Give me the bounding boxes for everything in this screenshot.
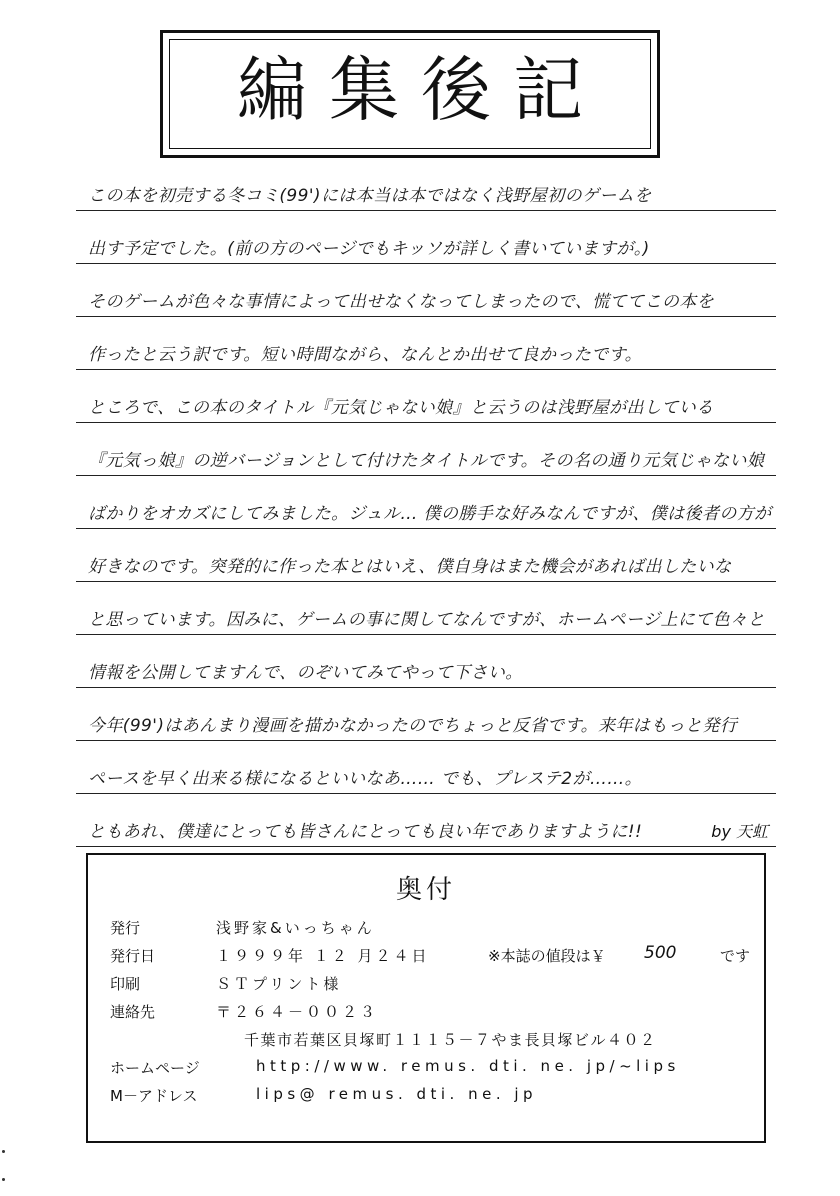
note-line [76, 490, 776, 529]
publisher-row [88, 917, 764, 939]
scan-speck [2, 1150, 5, 1153]
homepage-url: http://www. remus. dti. ne. jp/~lips [256, 1057, 680, 1075]
title-box [160, 30, 660, 158]
note-line [76, 808, 776, 847]
date-value: １９９９年 １２ 月２４日 [216, 947, 430, 965]
note-text: この本を初売する冬コミ(99')には本当は本ではなく浅野屋初のゲームを [88, 186, 652, 206]
price-value: 500 [644, 943, 677, 963]
printer-row [88, 973, 764, 995]
printer-value: ＳＴプリント様 [216, 975, 342, 993]
note-line [76, 331, 776, 370]
note-line [76, 384, 776, 423]
note-line [76, 649, 776, 688]
note-text: 今年(99')はあんまり漫画を描かなかったのでちょっと反省です。来年はもっと発行 [88, 716, 738, 736]
colophon-title: 奥付 [395, 875, 456, 905]
page-title: 編集後記 [237, 49, 605, 131]
note-text: そのゲームが色々な事情によって出せなくなってしまったので、慌ててこの本を [88, 292, 715, 312]
homepage-row [88, 1057, 764, 1079]
note-text: 好きなのです。突発的に作った本とはいえ、僕自身はまた機会があれば出したいな [88, 557, 732, 577]
signature: by 天虹 [711, 822, 768, 841]
note-text: 作ったと云う訳です。短い時間ながら、なんとか出せて良かったです。 [88, 345, 643, 365]
note-text: 『元気っ娘』の逆バージョンとして付けたタイトルです。その名の通り元気じゃない娘 [88, 451, 765, 471]
note-line [76, 225, 776, 264]
date-label: 発行日 [110, 947, 156, 965]
note-line [76, 278, 776, 317]
note-line [76, 543, 776, 582]
note-text: と思っています。因みに、ゲームの事に関してなんですが、ホームページ上にて色々と [88, 610, 765, 630]
note-text: ペースを早く出来る様になるといいなあ…… でも、プレステ2が……。 [88, 769, 643, 789]
note-text: 出す予定でした。(前の方のページでもキッソが詳しく書いていますが。) [88, 239, 650, 259]
email-label: M－アドレス [110, 1087, 198, 1105]
note-line [76, 755, 776, 794]
postal-code: 〒２６４－００２３ [216, 1003, 379, 1021]
price-note: ※本誌の値段は￥ [488, 947, 606, 965]
note-text: ともあれ、僕達にとっても皆さんにとっても良い年でありますように!! [88, 822, 643, 842]
note-line [76, 702, 776, 741]
price-unit: です [720, 947, 751, 965]
note-line [76, 172, 776, 211]
address-row [88, 1029, 764, 1051]
homepage-label: ホームページ [110, 1059, 200, 1077]
note-line [76, 437, 776, 476]
note-text: ばかりをオカズにしてみました。ジュル… 僕の勝手な好みなんですが、僕は後者の方が [88, 504, 772, 524]
publisher-value: 浅野家&いっちゃん [216, 919, 375, 937]
colophon-box [86, 853, 766, 1143]
date-row [88, 945, 764, 967]
note-line [76, 596, 776, 635]
email-address: lips@ remus. dti. ne. jp [256, 1085, 538, 1103]
note-text: 情報を公開してますんで、のぞいてみてやって下さい。 [88, 663, 523, 683]
email-row [88, 1085, 764, 1107]
address-value: 千葉市若葉区貝塚町１１１５－７やま長貝塚ビル４０２ [244, 1031, 657, 1049]
publisher-label: 発行 [110, 919, 141, 937]
printer-label: 印刷 [110, 975, 141, 993]
note-text: ところで、この本のタイトル『元気じゃない娘』と云うのは浅野屋が出している [88, 398, 714, 418]
scan-speck [2, 1178, 5, 1181]
contact-row [88, 1001, 764, 1023]
contact-label: 連絡先 [110, 1003, 156, 1021]
